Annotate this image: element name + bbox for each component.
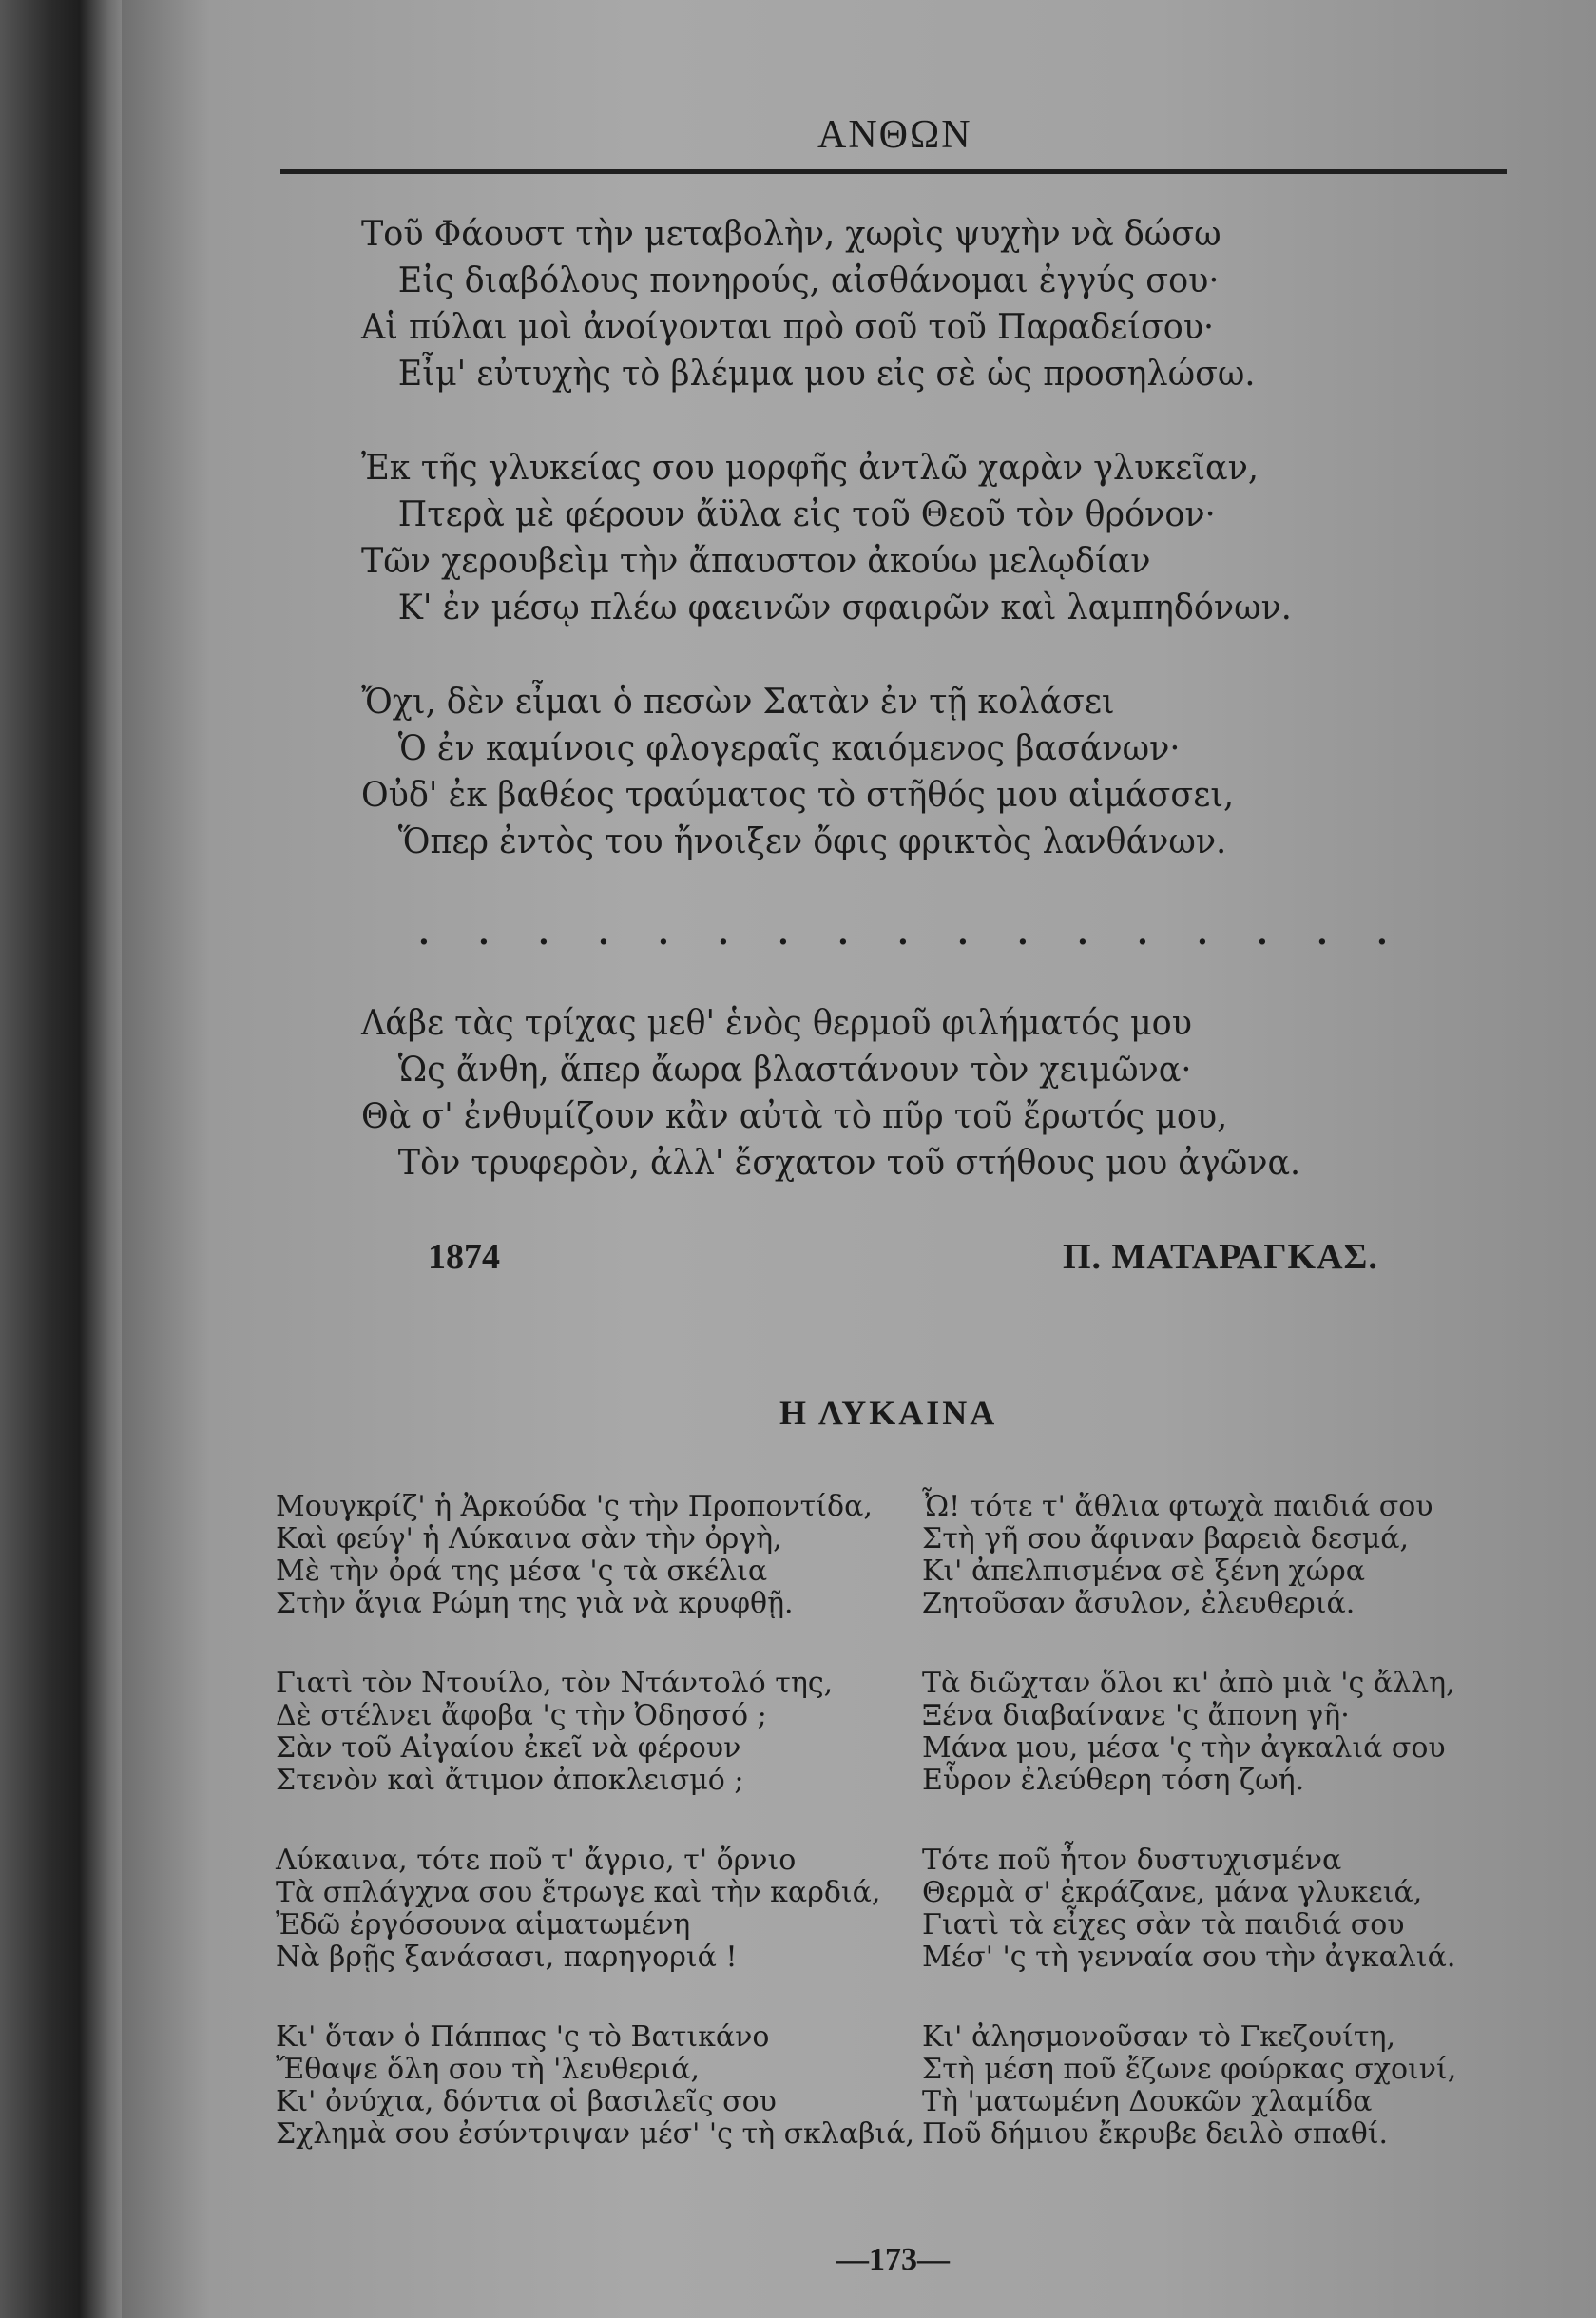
ellipsis-dot: . <box>957 915 969 953</box>
verse-line: Ὦ! τότε τ' ἄθλια φτωχὰ παιδιά σου <box>922 1490 1433 1523</box>
ellipsis-dot: . <box>1017 915 1029 953</box>
verse-line: Ὅπερ ἐντὸς του ἤνοιξεν ὄφις φρικτὸς λανθάνων. <box>397 822 1227 861</box>
poem1-stanza-4 <box>361 1000 1407 1187</box>
verse-line: Τὰ σπλάγχνα σου ἔτρωγε καὶ τὴν καρδιά, <box>276 1876 881 1909</box>
verse-line: Εὗρον ἐλεύθερη τόση ζωή. <box>922 1764 1305 1797</box>
verse-line: Εἰς διαβόλους πονηρούς, αἰσθάνομαι ἐγγύς σου· <box>397 261 1220 300</box>
verse-line: Δὲ στέλνει ἄφοβα 'ς τὴν Ὀδησσό ; <box>276 1699 767 1732</box>
verse-line: Κι' ὀνύχια, δόντια οἱ βασιλεῖς σου <box>276 2085 777 2118</box>
verse-line: Αἱ πύλαι μοὶ ἀνοίγονται πρὸ σοῦ τοῦ Παραδείσου· <box>361 308 1215 347</box>
verse-line: Θὰ σ' ἐνθυμίζουν κἂν αὐτὰ τὸ πῦρ τοῦ ἔρωτός μου, <box>361 1097 1228 1136</box>
verse-line: Ἔθαψε ὅλη σου τὴ 'λευθεριά, <box>276 2053 701 2086</box>
ellipsis-dot: . <box>418 915 430 953</box>
poem2-stanza <box>276 1845 903 1974</box>
ellipsis-dot: . <box>1317 915 1328 953</box>
verse-line: Θερμὰ σ' ἐκράζανε, μάνα γλυκειά, <box>922 1876 1423 1909</box>
ellipsis-dot: . <box>538 915 549 953</box>
verse-line: Κι' ἀπελπισμένα σὲ ξένη χώρα <box>922 1555 1365 1588</box>
verse-line: Σχλημὰ σου ἐσύντριψαν μέσ' 'ς τὴ σκλαβιά, <box>276 2117 914 2151</box>
verse-line: Τοῦ Φάουστ τὴν μεταβολὴν, χωρὶς ψυχὴν νὰ δώσω <box>361 215 1221 254</box>
page-number: —173— <box>836 2242 950 2277</box>
ellipsis-dot: . <box>1257 915 1268 953</box>
poem2-stanza <box>276 1668 903 1797</box>
verse-line: Μάνα μου, μέσα 'ς τὴν ἀγκαλιά σου <box>922 1731 1446 1765</box>
ellipsis-row <box>418 915 1388 953</box>
ellipsis-dot: . <box>1376 915 1388 953</box>
poem2-stanza <box>276 2020 914 2151</box>
verse-line: Μέσ' 'ς τὴ γενναία σου τὴν ἀγκαλιά. <box>922 1941 1456 1974</box>
verse-line: Στενὸν καὶ ἄτιμον ἀποκλεισμό ; <box>276 1764 744 1797</box>
verse-line: Λύκαινα, τότε ποῦ τ' ἄγριο, τ' ὄρνιο <box>276 1844 797 1877</box>
ellipsis-dot: . <box>1137 915 1148 953</box>
verse-line: Ἐδῶ ἐργόσουνα αἱματωμένη <box>276 1908 691 1941</box>
verse-line: Γιατὶ τὸν Ντουίλο, τὸν Ντάντολό της, <box>276 1667 834 1700</box>
book-binding <box>0 0 128 2318</box>
ellipsis-dot: . <box>837 915 849 953</box>
running-header: ΑΝΘΩΝ <box>817 113 972 157</box>
verse-line: Ὁ ἐν καμίνοις φλογεραῖς καιόμενος βασάνων· <box>397 729 1181 768</box>
right-column <box>922 1491 1549 2198</box>
verse-line: Κι' ὅταν ὁ Πάππας 'ς τὸ Βατικάνο <box>276 2020 770 2054</box>
poem2-stanza <box>922 1668 1549 1797</box>
ellipsis-dot: . <box>778 915 789 953</box>
verse-line: Στὴν ἅγια Ρώμη της γιὰ νὰ κρυφθῇ. <box>276 1587 794 1620</box>
verse-line: Σὰν τοῦ Αἰγαίου ἐκεῖ νὰ φέρουν <box>276 1731 741 1765</box>
ellipsis-dot: . <box>598 915 609 953</box>
poem-title: Η ΛΥΚΑΙΝΑ <box>779 1394 998 1432</box>
verse-line: Γιατὶ τὰ εἶχες σὰν τὰ παιδιά σου <box>922 1908 1405 1941</box>
verse-line: Κ' ἐν μέσῳ πλέω φαεινῶν σφαιρῶν καὶ λαμπηδόνων. <box>397 589 1292 628</box>
poem2-stanza <box>922 1845 1549 1974</box>
poem1-stanza-3 <box>361 679 1407 865</box>
ellipsis-dot: . <box>478 915 490 953</box>
verse-line: Νὰ βρῇς ξανάσασι, παρηγοριά ! <box>276 1941 738 1974</box>
verse-line: Τότε ποῦ ἦτον δυστυχισμένα <box>922 1844 1342 1877</box>
verse-line: Οὐδ' ἐκ βαθέος τραύματος τὸ στῆθός μου αἱμάσσει, <box>361 776 1235 815</box>
verse-line: Μὲ τὴν ὀρά της μέσα 'ς τὰ σκέλια <box>276 1555 768 1588</box>
poem-author: Π. ΜΑΤΑΡΑΓΚΑΣ. <box>1063 1237 1378 1277</box>
verse-line: Ποῦ δήμιου ἔκρυβε δειλὸ σπαθί. <box>922 2117 1389 2151</box>
header-rule <box>280 169 1507 174</box>
verse-line: Ὄχι, δὲν εἶμαι ὁ πεσὼν Σατὰν ἐν τῇ κολάσει <box>361 683 1115 722</box>
poem2-stanza <box>922 2021 1549 2151</box>
verse-line: Πτερὰ μὲ φέρουν ἄϋλα εἰς τοῦ Θεοῦ τὸν θρόνον· <box>397 495 1216 534</box>
poem2-stanza <box>922 1491 1549 1620</box>
ellipsis-dot: . <box>1077 915 1088 953</box>
verse-line: Τὸν τρυφερὸν, ἀλλ' ἔσχατον τοῦ στήθους μου ἀγῶνα. <box>397 1144 1301 1183</box>
ellipsis-dot: . <box>718 915 729 953</box>
verse-line: Καὶ φεύγ' ἡ Λύκαινα σὰν τὴν ὀργὴ, <box>276 1522 782 1555</box>
verse-line: Στὴ γῆ σου ἄφιναν βαρειὰ δεσμά, <box>922 1522 1410 1555</box>
verse-line: Ξένα διαβαίνανε 'ς ἄπονη γῆ· <box>922 1699 1350 1732</box>
ellipsis-dot: . <box>897 915 909 953</box>
verse-line: Λάβε τὰς τρίχας μεθ' ἑνὸς θερμοῦ φιλήματός μου <box>361 1004 1192 1043</box>
verse-line: Ὡς ἄνθη, ἅπερ ἄωρα βλαστάνουν τὸν χειμῶνα· <box>397 1051 1192 1090</box>
verse-line: Τὴ 'ματωμένη Δουκῶν χλαμίδα <box>922 2085 1373 2118</box>
verse-line: Στὴ μέση ποῦ ἔζωνε φούρκας σχοινί, <box>922 2053 1457 2086</box>
verse-line: Ζητοῦσαν ἄσυλον, ἐλευθεριά. <box>922 1587 1356 1620</box>
poem-year: 1874 <box>428 1237 500 1277</box>
ellipsis-dot: . <box>1197 915 1208 953</box>
left-column <box>276 1490 914 2198</box>
poem2-stanza <box>276 1491 903 1620</box>
verse-line: Εἶμ' εὐτυχὴς τὸ βλέμμα μου εἰς σὲ ὡς προσηλώσω. <box>397 355 1256 394</box>
verse-line: Κι' ἀλησμονοῦσαν τὸ Γκεζουίτη, <box>922 2020 1396 2054</box>
ellipsis-dot: . <box>658 915 669 953</box>
verse-line: Τῶν χερουβεὶμ τὴν ἄπαυστον ἀκούω μελῳδίαν <box>361 542 1151 581</box>
verse-line: Ἐκ τῆς γλυκείας σου μορφῆς ἀντλῶ χαρὰν γλυκεῖαν, <box>361 449 1259 488</box>
poem1-stanza-2 <box>361 445 1407 631</box>
verse-line: Τὰ διῶχταν ὅλοι κι' ἀπὸ μιὰ 'ς ἄλλη, <box>922 1667 1455 1700</box>
poem1-stanza-1 <box>361 211 1407 397</box>
verse-line: Μουγκρίζ' ἡ Ἀρκούδα 'ς τὴν Προποντίδα, <box>276 1490 873 1523</box>
